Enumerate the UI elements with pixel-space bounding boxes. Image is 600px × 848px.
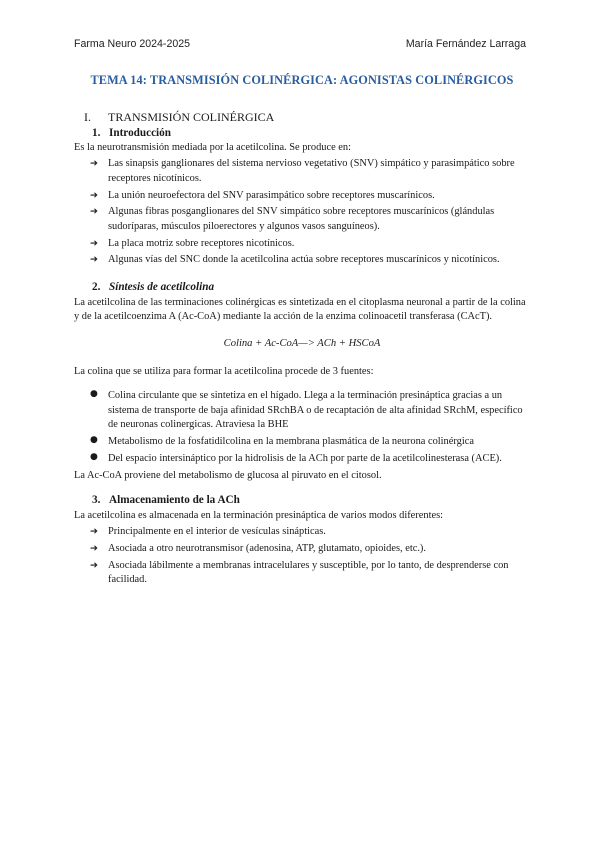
list-item [74, 189, 530, 203]
list-item [74, 389, 530, 432]
arrow-icon: ➔ [90, 206, 98, 218]
choline-sources-intro: La colina que se utiliza para formar la acetilcolina procede de 3 fuentes: [74, 366, 374, 378]
section-label: TRANSMISIÓN COLINÉRGICA [108, 109, 275, 124]
bullet-icon: ● [90, 451, 98, 462]
subsection-heading-intro [92, 126, 530, 141]
arrow-icon: ➔ [90, 189, 98, 201]
subsection-title: Síntesis de acetilcolina [109, 281, 215, 294]
header-author: María Fernández Larraga [405, 38, 526, 50]
document-body [74, 72, 530, 590]
arrow-icon: ➔ [90, 559, 98, 571]
list-item [74, 237, 530, 251]
bullet-icon: ● [90, 435, 98, 446]
bullet-icon: ● [90, 389, 98, 400]
arrow-icon: ➔ [90, 254, 98, 266]
subsection-heading-synthesis [92, 280, 530, 295]
intro-list [74, 157, 530, 268]
storage-list [74, 525, 530, 587]
list-item-text: Asociada lábilmente a membranas intracelulares y susceptible, por lo tanto, de desprenderse con facilidad. [108, 559, 509, 586]
subsection-heading-storage [92, 493, 530, 508]
subsection-number: 1. [92, 126, 101, 139]
list-item-text: Colina circulante que se sintetiza en el hígado. Llega a la terminación presináptica gracias a un sistema de transporte de baja afinidad SRchBA o de recaptación de alta afinidad SRchM, específico de neuronas colinergicas. Atraviesa la BHE [108, 390, 523, 431]
arrow-icon: ➔ [90, 158, 98, 170]
reaction-formula: Colina + Ac-CoA—> ACh + HSCoA [223, 337, 381, 349]
intro-paragraph: Es la neurotransmisión mediada por la acetilcolina. Se produce en: [74, 141, 351, 153]
list-item-text: Asociada a otro neurotransmisor (adenosina, ATP, glutamato, opioides, etc.). [108, 542, 426, 554]
list-item [74, 559, 530, 588]
subsection-number: 3. [92, 494, 101, 507]
page-header [74, 37, 526, 51]
section-numeral: I. [84, 109, 91, 124]
list-item-text: Del espacio intersináptico por la hidrolisis de la ACh por parte de la acetilcolinesterasa (ACE). [108, 452, 502, 464]
list-item [74, 525, 530, 539]
arrow-icon: ➔ [90, 525, 98, 537]
subsection-number: 2. [92, 281, 101, 294]
list-item [74, 452, 530, 466]
list-item [74, 205, 530, 234]
list-item [74, 253, 530, 267]
section-heading [84, 109, 530, 126]
subsection-title: Almacenamiento de la ACh [109, 494, 240, 507]
list-item [74, 435, 530, 449]
list-item-text: La unión neuroefectora del SNV parasimpático sobre receptores muscarínicos. [108, 189, 435, 201]
arrow-icon: ➔ [90, 542, 98, 554]
list-item-text: Principalmente en el interior de vesículas sinápticas. [108, 525, 326, 537]
arrow-icon: ➔ [90, 237, 98, 249]
header-course: Farma Neuro 2024-2025 [74, 38, 191, 50]
subsection-title: Introducción [109, 126, 171, 139]
storage-paragraph: La acetilcolina es almacenada en la terminación presináptica de varios modos diferentes: [74, 509, 443, 521]
list-item-text: Algunas vías del SNC donde la acetilcolina actúa sobre receptores muscarínicos y nicotínicos. [108, 254, 500, 266]
list-item-text: La placa motriz sobre receptores nicotínicos. [108, 237, 295, 249]
list-item [74, 542, 530, 556]
page-title: TEMA 14: TRANSMISIÓN COLINÉRGICA: AGONISTAS COLINÉRGICOS [90, 73, 514, 87]
list-item-text: Metabolismo de la fosfatidilcolina en la membrana plasmática de la neurona colinérgica [108, 436, 474, 448]
acetyl-coa-paragraph: La Ac-CoA proviene del metabolismo de glucosa al piruvato en el citosol. [74, 469, 382, 481]
list-item-text: Algunas fibras posganglionares del SNV simpático sobre receptores muscarínicos (glándulas sudoríparas, músculos piloerectores y algunos vasos sanguíneos). [108, 206, 495, 232]
choline-sources-list [74, 389, 530, 466]
list-item-text: Las sinapsis ganglionares del sistema nervioso vegetativo (SNV) simpático y parasimpático sobre receptores nicotínicos. [108, 158, 515, 184]
list-item [74, 157, 530, 186]
synthesis-paragraph: La acetilcolina de las terminaciones colinérgicas es sintetizada en el citoplasma neuronal a partir de la colina y de la acetilcoenzima A (Ac-CoA) mediante la acción de la enzima colinoacetil transferasa (CAcT). [74, 296, 526, 323]
